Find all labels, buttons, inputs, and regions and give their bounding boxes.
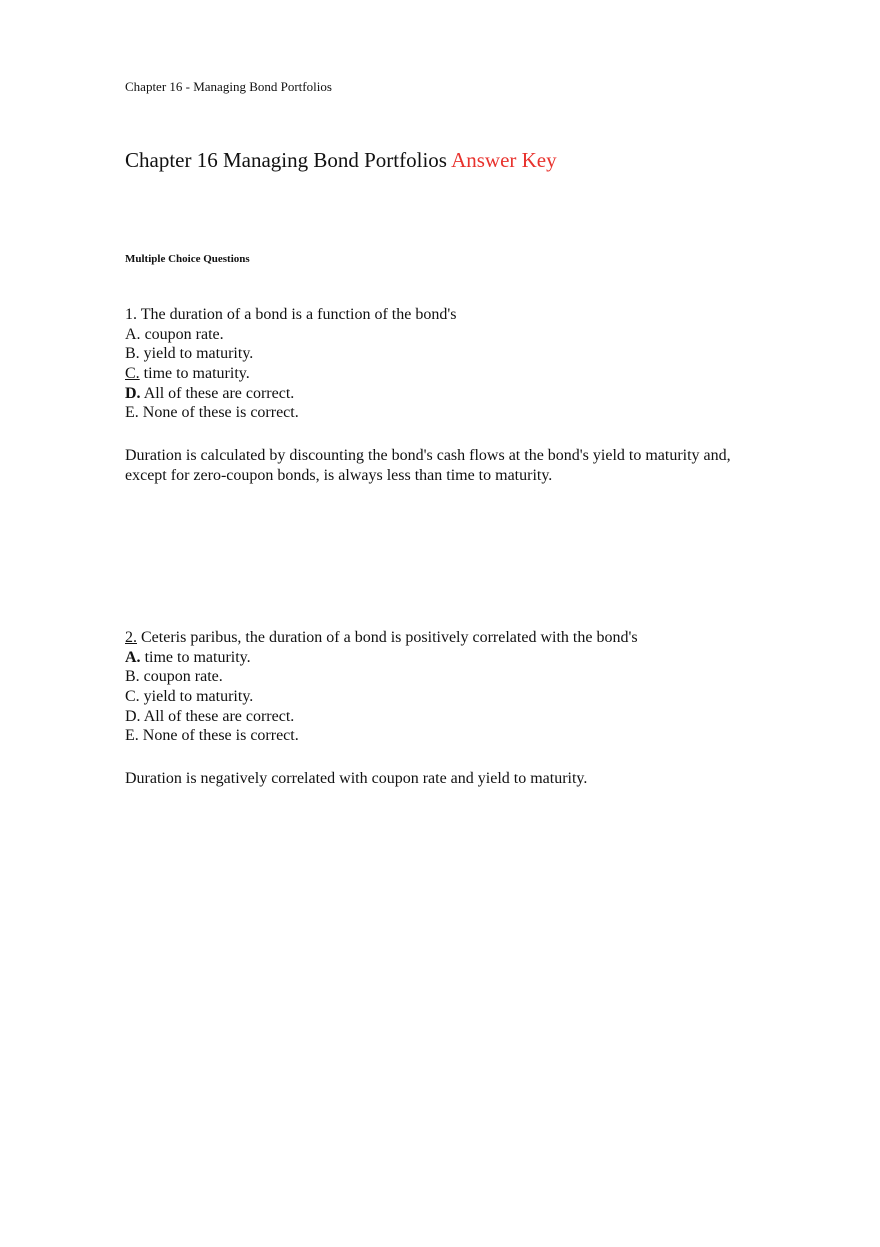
option-text: coupon rate.	[144, 325, 224, 343]
answer-explanation: Duration is calculated by discounting the bond's cash flows at the bond's yield to maturity and, except for zero-coupon bonds, is always less than time to maturity.	[125, 447, 731, 485]
option-text: time to maturity.	[143, 365, 250, 383]
option-b	[125, 344, 755, 364]
option-letter: D.	[125, 707, 141, 725]
correct-option-letter: D.	[125, 384, 141, 402]
option-letter: E.	[125, 727, 139, 745]
option-letter: B.	[125, 345, 140, 363]
page-title	[125, 146, 557, 174]
option-text: All of these are correct.	[143, 384, 295, 402]
option-letter: A.	[125, 325, 141, 343]
option-letter: C.	[125, 688, 140, 706]
option-text: yield to maturity.	[143, 345, 254, 363]
correct-option-letter: A.	[125, 648, 141, 666]
option-b	[125, 667, 755, 687]
option-text: None of these is correct.	[142, 404, 299, 422]
option-letter: E.	[125, 404, 139, 422]
answer-key-label: Answer Key	[451, 148, 557, 172]
option-a	[125, 325, 755, 345]
option-e	[125, 726, 755, 746]
question-number: 1.	[125, 306, 137, 323]
section-heading: Multiple Choice Questions	[125, 253, 250, 265]
option-a-correct	[125, 648, 755, 668]
option-text: All of these are correct.	[143, 707, 295, 725]
option-text: yield to maturity.	[143, 688, 254, 706]
option-letter: C.	[125, 365, 140, 383]
question-1	[125, 305, 755, 486]
question-text: The duration of a bond is a function of the bond's	[140, 306, 457, 323]
running-header: Chapter 16 - Managing Bond Portfolios	[125, 79, 332, 94]
option-letter: B.	[125, 668, 140, 686]
option-text: None of these is correct.	[142, 727, 299, 745]
question-number: 2.	[125, 629, 137, 646]
question-text: Ceteris paribus, the duration of a bond is positively correlated with the bond's	[141, 629, 638, 646]
question-stem	[125, 305, 755, 325]
answer-explanation: Duration is negatively correlated with coupon rate and yield to maturity.	[125, 770, 588, 788]
option-text: time to maturity.	[144, 648, 251, 666]
option-c	[125, 364, 755, 384]
question-stem	[125, 628, 755, 648]
option-d-correct	[125, 384, 755, 404]
title-main: Chapter 16 Managing Bond Portfolios	[125, 148, 447, 172]
option-d	[125, 707, 755, 727]
question-2	[125, 628, 755, 789]
option-c	[125, 687, 755, 707]
option-text: coupon rate.	[143, 668, 223, 686]
option-e	[125, 403, 755, 423]
